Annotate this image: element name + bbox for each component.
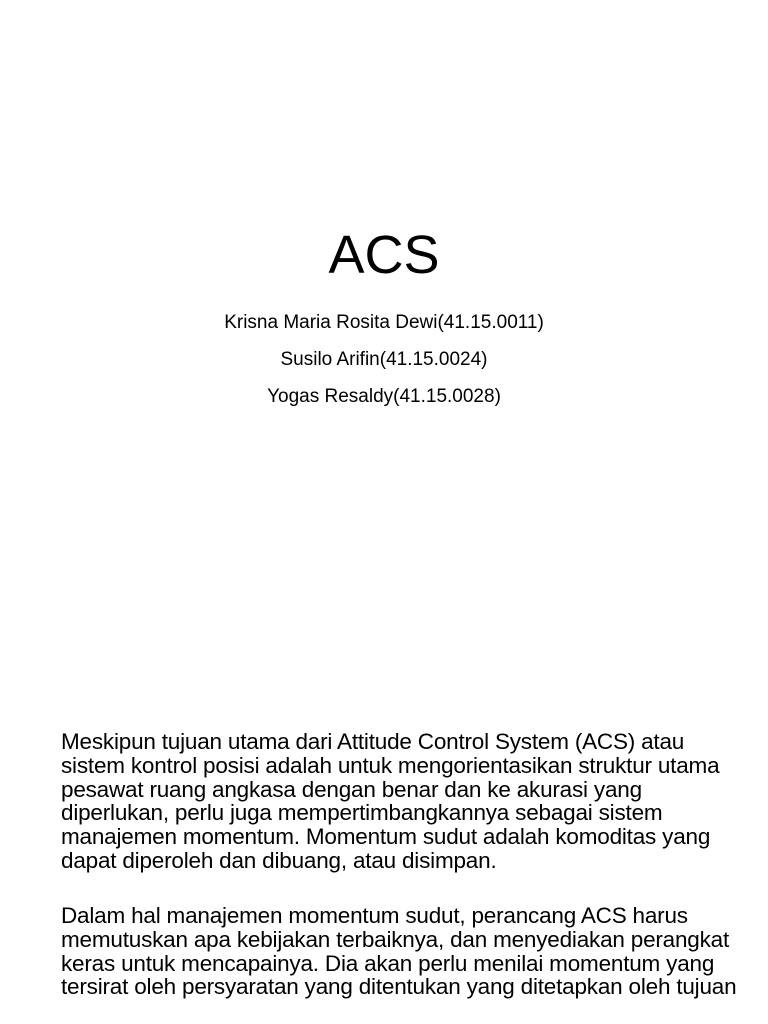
- body-paragraph: Dalam hal manajemen momentum sudut, perancang ACS harus memutuskan apa kebijakan terbaiknya, dan menyediakan perangkat keras untuk mencapainya. Dia akan perlu menilai momentum yang tersirat oleh persyaratan yang ditentukan yang ditetapkan oleh tujuan: [61, 903, 737, 1000]
- author-list: [0, 304, 768, 415]
- body-paragraph: Meskipun tujuan utama dari Attitude Control System (ACS) atau sistem kontrol posisi adalah untuk mengorientasikan struktur utama pesawat ruang angkasa dengan benar dan ke akurasi yang diperlukan, perlu juga mempertimbangkannya sebagai sistem manajemen momentum. Momentum sudut adalah komoditas yang dapat diperoleh dan dibuang, atau disimpan.: [61, 729, 720, 873]
- content-slide: [0, 700, 768, 1024]
- slide-title: ACS: [328, 225, 440, 285]
- author-line: Susilo Arifin(41.15.0024): [280, 349, 488, 370]
- author-line: Yogas Resaldy(41.15.0028): [267, 386, 501, 407]
- author-line: Krisna Maria Rosita Dewi(41.15.0011): [224, 312, 544, 333]
